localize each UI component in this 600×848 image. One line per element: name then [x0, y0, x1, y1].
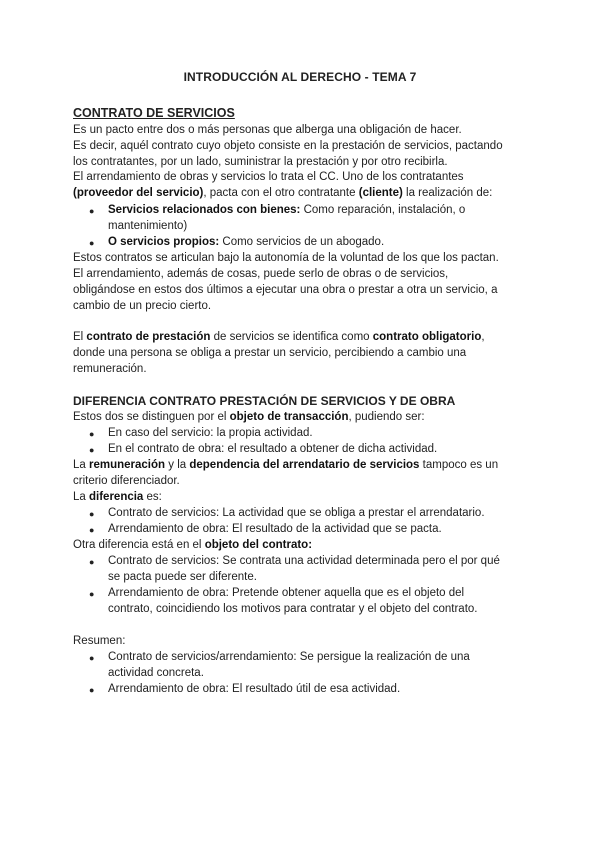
list-item: Contrato de servicios: Se contrata una actividad determinada pero el por qué: [108, 555, 500, 567]
list-item: Arrendamiento de obra: El resultado útil de esa actividad.: [108, 683, 401, 695]
paragraph-line: El arrendamiento de obras y servicios lo trata el CC. Uno de los contratantes: [73, 171, 464, 183]
list-item: O servicios propios: Como servicios de un abogado.: [108, 236, 385, 248]
document-title: INTRODUCCIÓN AL DERECHO - TEMA 7: [183, 70, 417, 84]
bullet-icon: ●: [89, 525, 95, 535]
bullet-icon: ●: [89, 238, 95, 248]
bullet-icon: ●: [89, 589, 95, 599]
bold-term: (cliente): [358, 187, 403, 199]
list-item: Arrendamiento de obra: El resultado de la actividad que se pacta.: [108, 523, 442, 535]
paragraph-line: donde una persona se obliga a prestar un servicio, percibiendo a cambio una: [73, 347, 467, 359]
list-item: Contrato de servicios/arrendamiento: Se persigue la realización de una: [108, 651, 470, 663]
section-heading-contrato-servicios: CONTRATO DE SERVICIOS: [73, 106, 235, 120]
bullet-icon: ●: [89, 445, 95, 455]
summary-label: Resumen:: [73, 635, 126, 647]
paragraph-line: remuneración.: [73, 363, 147, 375]
bullet-icon: ●: [89, 206, 95, 216]
paragraph-line: Estos contratos se articulan bajo la autonomía de la voluntad de los que los pactan.: [73, 252, 499, 264]
paragraph-line: El contrato de prestación de servicios se identifica como contrato obligatorio,: [73, 331, 485, 343]
paragraph-line: Otra diferencia está en el objeto del contrato:: [73, 539, 313, 551]
paragraph-line: La remuneración y la dependencia del arrendatario de servicios tampoco es un: [73, 459, 499, 471]
paragraph-line: criterio diferenciador.: [73, 475, 180, 487]
paragraph-line: Es un pacto entre dos o más personas que alberga una obligación de hacer.: [73, 124, 462, 136]
list-item-continuation: se pacta puede ser diferente.: [108, 571, 257, 583]
list-item-continuation: contrato, coincidiendo los motivos para contratar y el objeto del contrato.: [108, 603, 478, 615]
bullet-icon: ●: [89, 653, 95, 663]
bullet-icon: ●: [89, 557, 95, 567]
bold-term: (proveedor del servicio): [73, 187, 204, 199]
list-item: Contrato de servicios: La actividad que se obliga a prestar el arrendatario.: [108, 507, 485, 519]
paragraph-line: La diferencia es:: [73, 491, 162, 503]
paragraph-line: los contratantes, por un lado, suministrar la prestación y por otro recibirla.: [73, 156, 448, 168]
list-item: Servicios relacionados con bienes: Como reparación, instalación, o: [108, 204, 466, 216]
bullet-icon: ●: [89, 509, 95, 519]
paragraph-line: Es decir, aquél contrato cuyo objeto consiste en la prestación de servicios, pactando: [73, 140, 503, 152]
paragraph-line: El arrendamiento, además de cosas, puede serlo de obras o de servicios,: [73, 268, 449, 280]
list-item: Arrendamiento de obra: Pretende obtener aquella que es el objeto del: [108, 587, 465, 599]
paragraph-line: (proveedor del servicio), pacta con el otro contratante (cliente) la realización de:: [73, 187, 493, 199]
bullet-icon: ●: [89, 685, 95, 695]
paragraph-line: cambio de un precio cierto.: [73, 300, 212, 312]
paragraph-line: Estos dos se distinguen por el objeto de transacción, pudiendo ser:: [73, 411, 425, 423]
list-item-continuation: actividad concreta.: [108, 667, 204, 679]
list-item: En el contrato de obra: el resultado a obtener de dicha actividad.: [108, 443, 438, 455]
section-heading-diferencia: DIFERENCIA CONTRATO PRESTACIÓN DE SERVICIOS Y DE OBRA: [73, 394, 456, 408]
list-item-continuation: mantenimiento): [108, 220, 188, 232]
bullet-icon: ●: [89, 429, 95, 439]
list-item: En caso del servicio: la propia actividad.: [108, 427, 313, 439]
paragraph-line: obligándose en estos dos últimos a ejecutar una obra o prestar a otra un servicio, a: [73, 284, 498, 296]
